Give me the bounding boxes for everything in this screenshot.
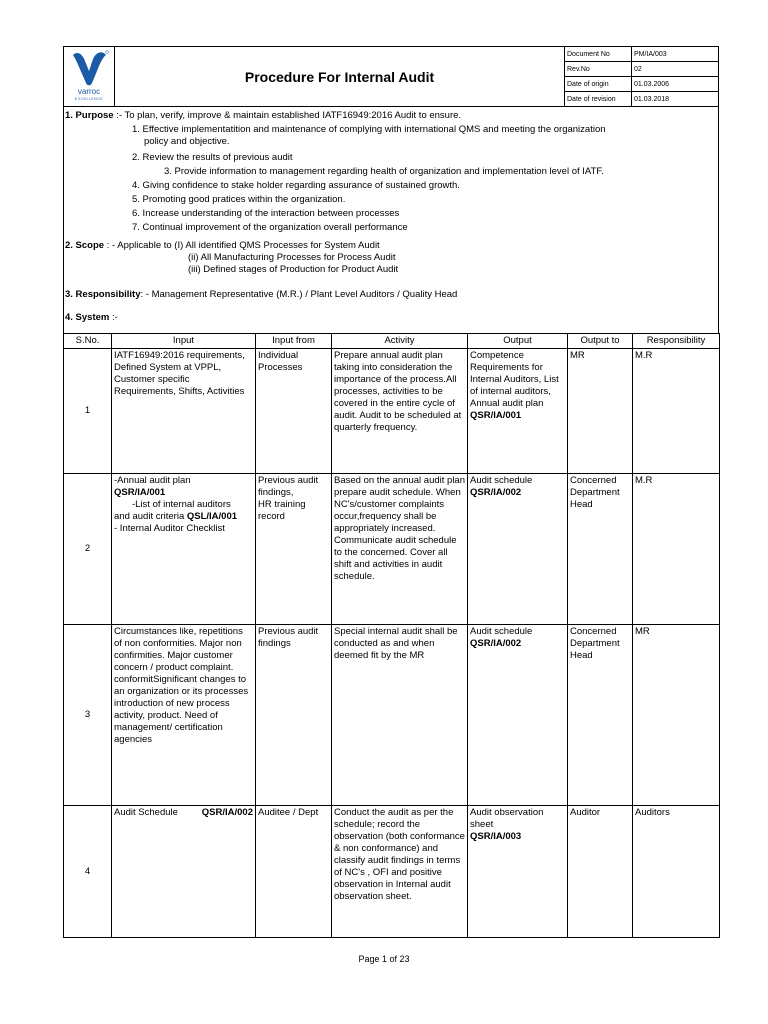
meta-value: 01.03.2018 <box>632 92 719 107</box>
serial-number: 3 <box>64 625 112 806</box>
activity-cell: Prepare annual audit plan taking into consideration the importance of the process.All processes, activities to be covered in the entire cycle of audit. Audit to be scheduled at quarterly frequency. <box>332 349 468 474</box>
activity-cell: Conduct the audit as per the schedule; record the observation (both conformance & non conformance) and classify audit findings in terms of NC's , OFI and positive observation in Internal audit observation sheet. <box>332 806 468 938</box>
logo <box>64 47 115 107</box>
meta-label: Document No <box>565 47 632 62</box>
scope-item: (iii) Defined stages of Production for Product Audit <box>188 264 399 275</box>
purpose-section: 1. Purpose :- To plan, verify, improve & maintain established IATF16949:2016 Audit to ensure. <box>65 110 462 121</box>
output-to-cell: Concerned Department Head <box>568 625 633 806</box>
output-to-cell: MR <box>568 349 633 474</box>
table-header-row <box>64 334 720 349</box>
responsibility-cell: M.R <box>633 474 720 625</box>
table-row <box>64 806 720 938</box>
column-header: Output to <box>568 334 633 349</box>
scope-section: 2. Scope : - Applicable to (I) All identified QMS Processes for System Audit <box>65 240 380 251</box>
purpose-item: 2. Review the results of previous audit <box>132 152 293 163</box>
table-row <box>64 349 720 474</box>
output-cell: Audit schedule QSR/IA/002 <box>468 474 568 625</box>
svg-text:varroc: varroc <box>77 87 101 96</box>
column-header: Input from <box>256 334 332 349</box>
document-header <box>63 46 719 107</box>
system-table <box>63 333 720 938</box>
responsibility-cell: Auditors <box>633 806 720 938</box>
column-header: Responsibility <box>633 334 720 349</box>
meta-value: 01.03.2006 <box>632 77 719 92</box>
varroc-logo-icon <box>67 47 111 101</box>
purpose-item: 5. Promoting good pratices within the organization. <box>132 194 346 205</box>
output-to-cell: Concerned Department Head <box>568 474 633 625</box>
purpose-item: 7. Continual improvement of the organization overall performance <box>132 222 408 233</box>
system-section: 4. System :- <box>65 312 118 323</box>
input-from-cell: Individual Processes <box>256 349 332 474</box>
column-header: S.No. <box>64 334 112 349</box>
page-number: Page 1 of 23 <box>358 954 410 964</box>
column-header: Input <box>112 334 256 349</box>
procedure-body <box>63 107 719 333</box>
output-cell: Audit observation sheet QSR/IA/003 <box>468 806 568 938</box>
purpose-item: 3. Provide information to management regarding health of organization and implementation level of IATF. <box>164 166 604 177</box>
input-from-cell: Auditee / Dept <box>256 806 332 938</box>
meta-value: 02 <box>632 62 719 77</box>
document-page <box>63 46 719 938</box>
responsibility-cell: M.R <box>633 349 720 474</box>
purpose-item: 6. Increase understanding of the interaction between processes <box>132 208 400 219</box>
output-cell: Competence Requirements for Internal Auditors, List of internal auditors, Annual audit plan QSR/IA/001 <box>468 349 568 474</box>
output-to-cell: Auditor <box>568 806 633 938</box>
purpose-item: 4. Giving confidence to stake holder regarding assurance of sustained growth. <box>132 180 460 191</box>
input-cell: Audit Schedule QSR/IA/002 <box>112 806 256 938</box>
meta-label: Rev.No <box>565 62 632 77</box>
activity-cell: Based on the annual audit plan prepare audit schedule. When NC's/customer complaints occur,frequency shall be appropriately increased. Communicate audit schedule to the concerned. Cover all shift and activities in audit schedule. <box>332 474 468 625</box>
scope-item: (ii) All Manufacturing Processes for Process Audit <box>188 252 396 263</box>
column-header: Activity <box>332 334 468 349</box>
svg-text:EXCELLENCE: EXCELLENCE <box>74 97 104 101</box>
responsibility-section: 3. Responsibility: - Management Representative (M.R.) / Plant Level Auditors / Quality Head <box>65 289 458 300</box>
purpose-item: policy and objective. <box>144 136 230 147</box>
serial-number: 1 <box>64 349 112 474</box>
document-title: Procedure For Internal Audit <box>115 47 565 107</box>
meta-label: Date of revision <box>565 92 632 107</box>
input-from-cell: Previous audit findings, HR training record <box>256 474 332 625</box>
input-cell: -Annual audit plan QSR/IA/001 -List of internal auditors and audit criteria QSL/IA/001 - Internal Auditor Checklist <box>112 474 256 625</box>
responsibility-cell: MR <box>633 625 720 806</box>
table-row <box>64 625 720 806</box>
input-cell: Circumstances like, repetitions of non conformities. Major non confirmities. Major customer concern / product complaint. conformitSignificant changes to an organization or its processes introduction of new process activity, product. Need of management/ certification agencies <box>112 625 256 806</box>
output-cell: Audit schedule QSR/IA/002 <box>468 625 568 806</box>
meta-value: PM/IA/003 <box>632 47 719 62</box>
serial-number: 2 <box>64 474 112 625</box>
table-row <box>64 474 720 625</box>
serial-number: 4 <box>64 806 112 938</box>
input-cell: IATF16949:2016 requirements, Defined System at VPPL, Customer specific Requirements, Shifts, Activities <box>112 349 256 474</box>
input-from-cell: Previous audit findings <box>256 625 332 806</box>
purpose-item: 1. Effective implementatition and maintenance of complying with international QMS and meeting the organization <box>132 124 606 135</box>
activity-cell: Special internal audit shall be conducted as and when deemed fit by the MR <box>332 625 468 806</box>
column-header: Output <box>468 334 568 349</box>
meta-label: Date of origin <box>565 77 632 92</box>
